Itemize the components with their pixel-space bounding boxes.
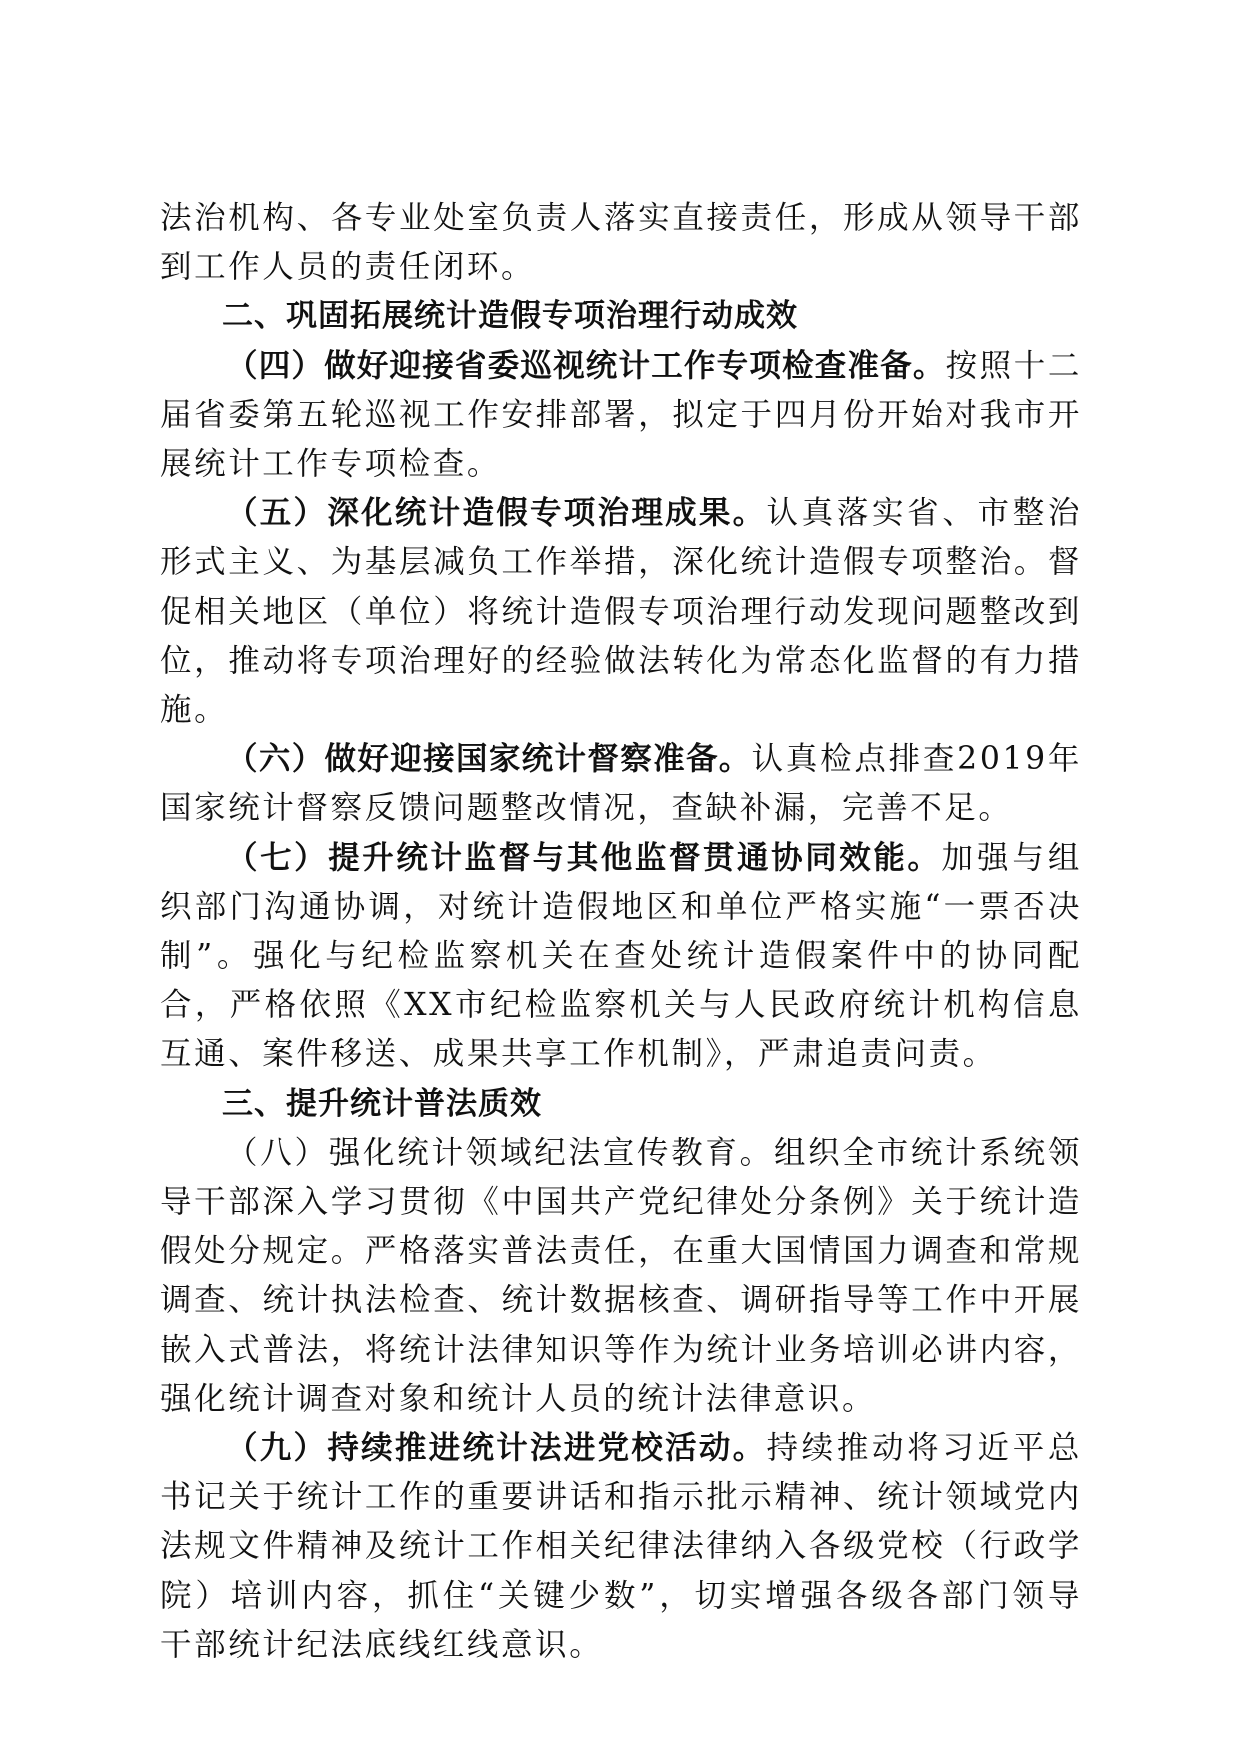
item-8-heading: （八）强化统计领域纪法宣传教育。	[226, 1134, 774, 1171]
item-5-body: 认真落实省、市整治形式主义、为基层减负工作举措，深化统计造假专项整治。督促相关地区（单位）将统计造假专项治理行动发现问题整改到位，推动将专项治理好的经验做法转化为常态化监督的有力措施。	[160, 495, 1082, 729]
item-9-body: 持续推动将习近平总书记关于统计工作的重要讲话和指示批示精神、统计领域党内法规文件精神及统计工作相关纪律法律纳入各级党校（行政学院）培训内容，抓住“关键少数”，切实增强各级各部门领导干部统计纪法底线红线意识。	[160, 1430, 1082, 1663]
item-7-paragraph	[160, 834, 1082, 1080]
item-8-body: 组织全市统计系统领导干部深入学习贯彻《中国共产党纪律处分条例》关于统计造假处分规定。严格落实普法责任，在重大国情国力调查和常规调查、统计执法检查、统计数据核查、调研指导等工作中开展嵌入式普法，将统计法律知识等作为统计业务培训必讲内容，强化统计调查对象和统计人员的统计法律意识。	[160, 1134, 1082, 1417]
item-4-heading: （四）做好迎接省委巡视统计工作专项检查准备。	[226, 347, 946, 384]
item-8-paragraph	[160, 1129, 1082, 1424]
item-9-heading: （九）持续推进统计法进党校活动。	[226, 1430, 767, 1467]
item-6-heading: （六）做好迎接国家统计督察准备。	[226, 741, 752, 778]
item-5-paragraph	[160, 489, 1082, 735]
document-body	[160, 194, 1082, 1670]
item-7-body: 加强与组织部门沟通协调，对统计造假地区和单位严格实施“一票否决制”。强化与纪检监察机关在查处统计造假案件中的协同配合，严格依照《XX市纪检监察机关与人民政府统计机构信息互通、案件移送、成果共享工作机制》，严肃追责问责。	[160, 839, 1082, 1073]
section-3-heading: 三、提升统计普法质效	[222, 1085, 542, 1122]
item-7-heading: （七）提升统计监督与其他监督贯通协同效能。	[226, 839, 942, 876]
section-2-heading: 二、巩固拓展统计造假专项治理行动成效	[222, 298, 798, 335]
item-4-paragraph	[160, 342, 1082, 490]
continuation-paragraph: 法治机构、各专业处室负责人落实直接责任，形成从领导干部到工作人员的责任闭环。	[160, 200, 1082, 286]
item-5-heading: （五）深化统计造假专项治理成果。	[226, 495, 767, 532]
item-9-paragraph	[160, 1424, 1082, 1670]
item-6-body: 认真检点排查2019年国家统计督察反馈问题整改情况，查缺补漏，完善不足。	[160, 741, 1082, 827]
item-4-body: 按照十二届省委第五轮巡视工作安排部署，拟定于四月份开始对我市开展统计工作专项检查。	[160, 347, 1083, 483]
item-6-paragraph	[160, 735, 1082, 833]
